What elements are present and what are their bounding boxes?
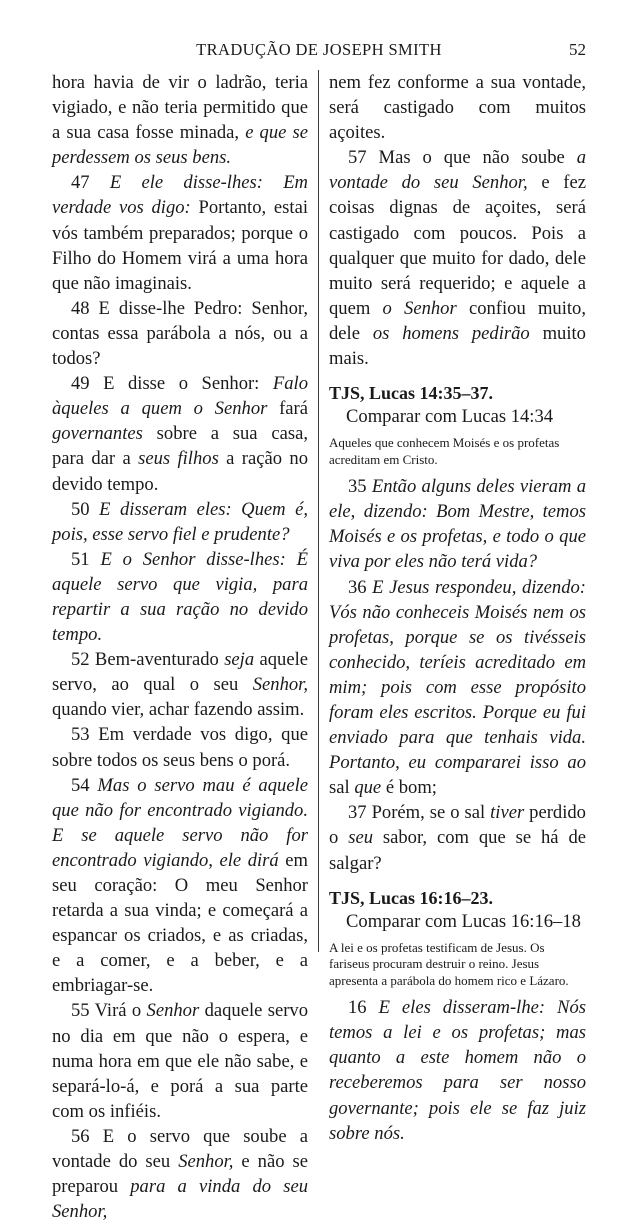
verse-number: 51: [71, 548, 101, 570]
text-span: e não se preparou: [52, 1151, 308, 1198]
text-span: muito mais.: [329, 322, 586, 370]
text-span: 49 E disse o Senhor:: [71, 373, 273, 395]
right-column: [329, 70, 586, 1146]
text-span: aquele servo, ao qual o seu: [52, 649, 308, 696]
verse-57: [329, 145, 586, 371]
text-span: confiou muito, dele: [329, 297, 586, 344]
text-span: 57 Mas o que não soube: [348, 147, 577, 169]
text-span: daquele servo no dia em que não o espera, e numa hora em que ele não sabe, e separá-lo-á, e porá a sua parte com os infiéis.: [52, 1000, 309, 1122]
italic-span: Senhor,: [252, 674, 308, 696]
italic-span: Senhor: [146, 1000, 200, 1022]
verse-number: 50: [71, 498, 100, 520]
italic-span: governantes: [52, 423, 143, 445]
page-number: 52: [569, 40, 586, 59]
text-span: sal: [329, 777, 355, 799]
verse-52: [52, 647, 308, 722]
text-span: Portanto, estai vós também preparados; porque o Filho do Homem virá a uma hora que não imaginais.: [52, 197, 308, 294]
verse-54: [52, 773, 308, 999]
verse-49: [52, 371, 308, 496]
italic-span: E eles disseram-lhe: Nós temos a lei e os profetas; mas quanto a este homem não o receberemos para ser nosso governante; pois ele se faz juiz sobre nós.: [329, 997, 586, 1144]
left-column: [52, 70, 308, 1224]
verse-56-continuation: nem fez conforme a sua vontade, será castigado com muitos açoites.: [329, 72, 586, 144]
italic-span: para a vinda do seu Senhor,: [52, 1176, 308, 1223]
italic-span: seja: [224, 649, 255, 671]
header-title: TRADUÇÃO DE JOSEPH SMITH: [196, 40, 442, 59]
italic-span: e que se perdessem os seus bens.: [52, 122, 308, 169]
section-title: TJS, Lucas 16:16–23.: [329, 887, 494, 908]
italic-span: seus filhos: [138, 448, 219, 470]
verse-37: [329, 800, 586, 875]
text-span: a ração no devido tempo.: [52, 448, 309, 495]
section-reference: Comparar com Lucas 14:34: [346, 406, 554, 428]
verse-55: [52, 998, 308, 1123]
verse-number: 54: [71, 774, 98, 796]
text-span: 55 Virá o: [71, 1000, 147, 1022]
italic-span: os homens pedirão: [372, 322, 530, 344]
verse-51: [52, 547, 308, 647]
italic-span: tiver: [490, 802, 525, 824]
verse-36: [329, 575, 586, 801]
italic-span: E o Senhor disse-lhes: É aquele servo que vigia, para repartir a sua ração no devido tempo.: [52, 548, 308, 646]
text-span: e fez coisas dignas de açoites, será castigado com poucos. Pois a qualquer que muito for dado, dele muito será requerido; e aquele a quem: [329, 172, 586, 319]
verse-16: [329, 995, 586, 1146]
section-heading-luke-16: [329, 886, 586, 990]
italic-span: seu: [348, 827, 373, 849]
italic-span: E Jesus respondeu, dizendo: Vós não conheceis Moisés nem os profetas, porque se os tivésseis conhecido, teríeis acreditado em mim; pois com esse propósito foram eles escritos. Porque eu fui enviado para que tenhais vida. Portanto, eu compararei isso ao: [329, 576, 586, 774]
italic-span: Mas o servo mau é aquele que não for encontrado vigiando. E se aquele servo não for encontrado vigiando, ele dirá: [52, 774, 308, 871]
text-span: é bom;: [381, 777, 437, 799]
text-span: fará: [267, 398, 309, 420]
text-span: 52 Bem-aventurado: [71, 649, 225, 671]
italic-span: o Senhor: [382, 297, 457, 319]
italic-span: a vontade do seu Senhor,: [329, 147, 586, 194]
text-span: sabor, com que se há de salgar?: [329, 827, 586, 874]
verse-number: 36: [348, 576, 373, 598]
italic-span: Então alguns deles vieram a ele, dizendo: Bom Mestre, temos Moisés e os profetas, e todo o que viva por eles não terá vida?: [329, 476, 587, 573]
text-span: 37 Porém, se o sal: [348, 802, 491, 824]
italic-span: Falo àqueles a quem o Senhor: [52, 373, 308, 420]
section-title: TJS, Lucas 14:35–37.: [329, 383, 494, 404]
text-span: 56 E o servo que soube a vontade do seu: [52, 1125, 308, 1173]
text-span: em seu coração: O meu Senhor retarda a sua vinda; e começará a espancar os criados, e as criadas, e a comer, e a beber, e a embriagar-se.: [52, 849, 308, 997]
italic-span: E ele disse-lhes: Em verdade vos digo:: [52, 172, 308, 219]
verse-46-continuation: [52, 70, 308, 170]
verse-number: 16: [348, 997, 379, 1019]
italic-span: Senhor,: [178, 1151, 234, 1173]
italic-span: que: [354, 777, 382, 799]
section-summary: A lei e os profetas testificam de Jesus. Os fariseus procuram destruir o reino. Jesus apresenta a parábola do homem rico e Lázaro.: [329, 939, 569, 988]
text-span: quando vier, achar fazendo assim.: [52, 699, 305, 721]
verse-56: [52, 1124, 308, 1224]
verse-53: 53 Em verdade vos digo, que sobre todos os seus bens o porá.: [52, 724, 308, 771]
text-span: perdido o: [329, 802, 586, 849]
verse-47: [52, 170, 308, 295]
section-reference: Comparar com Lucas 16:16–18: [346, 910, 581, 932]
verse-number: 47: [71, 172, 110, 194]
column-divider: [318, 70, 319, 952]
verse-48: 48 E disse-lhe Pedro: Senhor, contas essa parábola a nós, ou a todos?: [52, 297, 308, 370]
section-summary: Aqueles que conhecem Moisés e os profetas acreditam em Cristo.: [329, 435, 560, 467]
verse-35: [329, 474, 586, 574]
verse-number: 35: [348, 476, 372, 498]
text-span: sobre a sua casa, para dar a: [52, 423, 308, 470]
verse-50: [52, 497, 308, 547]
text-span: hora havia de vir o ladrão, teria vigiado, e não teria permitido que a sua casa fosse minada,: [52, 72, 308, 144]
italic-span: E disseram eles: Quem é, pois, esse servo fiel e prudente?: [52, 498, 308, 545]
running-header: [52, 38, 586, 62]
section-heading-luke-14: [329, 381, 586, 468]
